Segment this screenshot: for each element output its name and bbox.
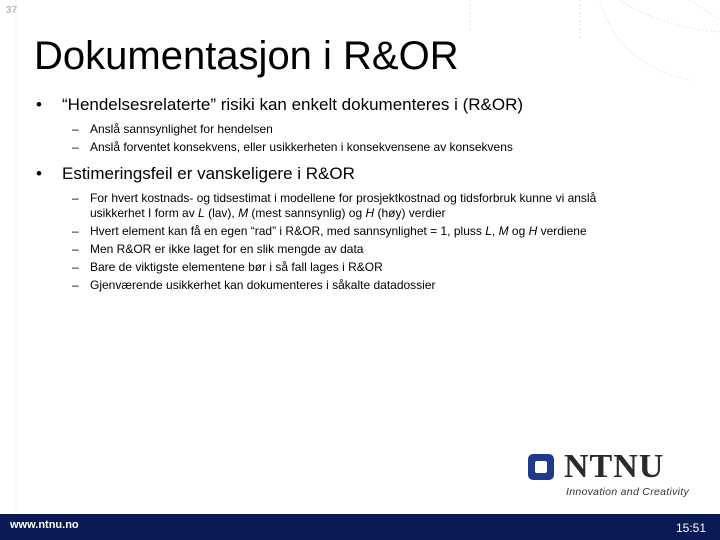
sub-item [72,122,642,137]
ntnu-logo-mark-icon [528,454,554,480]
dash-marker: – [72,241,79,256]
sub-item [72,278,642,293]
bullet-marker: • [36,164,42,183]
footer-url-link[interactable]: www.ntnu.no [10,519,79,531]
footer-bar [0,514,720,540]
sub-item-text: Anslå forventet konsekvens, eller usikkerheten i konsekvensene av konsekvens [90,140,513,154]
sub-item-text: Men R&OR er ikke laget for en slik mengde av data [90,241,364,256]
sub-item-text: Anslå sannsynlighet for hendelsen [90,122,273,136]
sub-list [72,122,642,158]
sub-item-text: Bare de viktigste elementene bør i så fall lages i R&OR [90,259,383,274]
bullet-marker: • [36,95,42,114]
sub-item [72,140,642,155]
bullet-item [34,164,674,184]
logo-wordmark: NTNU [564,448,665,485]
dash-marker: – [72,140,79,154]
sub-item-text: For hvert kostnads- og tidsestimat i modellene for prosjektkostnad og tidsforbruk kunne vi anslå usikkerhet I form av L (lav), M (mest sannsynlig) og H (høy) verdier [90,191,597,220]
dash-marker: – [72,259,79,274]
sub-item [72,242,642,257]
sub-item-text: Hvert element kan få en egen “rad” i R&OR, med sannsynlighet = 1, pluss L, M og H verdiene [90,223,587,238]
dash-marker: – [72,122,79,136]
footer-time: 15:51 [675,521,706,535]
bullet-text: “Hendelsesrelaterte” risiki kan enkelt dokumenteres i (R&OR) [62,95,524,114]
sub-item [72,191,642,220]
bullet-text: Estimeringsfeil er vanskeligere i R&OR [62,164,355,183]
bullet-item [34,95,674,115]
logo-tagline: Innovation and Creativity [566,486,690,498]
sub-item-text: Gjenværende usikkerhet kan dokumenteres i såkalte datadossier [90,277,436,292]
dash-marker: – [72,277,79,292]
dash-marker: – [72,223,79,238]
slide-title: Dokumentasjon i R&OR [34,34,459,78]
sub-list [72,191,642,296]
dash-marker: – [72,191,79,205]
slide-number: 37 [6,5,18,16]
sub-item [72,224,642,239]
ntnu-logo [528,448,690,504]
sub-item [72,260,642,275]
